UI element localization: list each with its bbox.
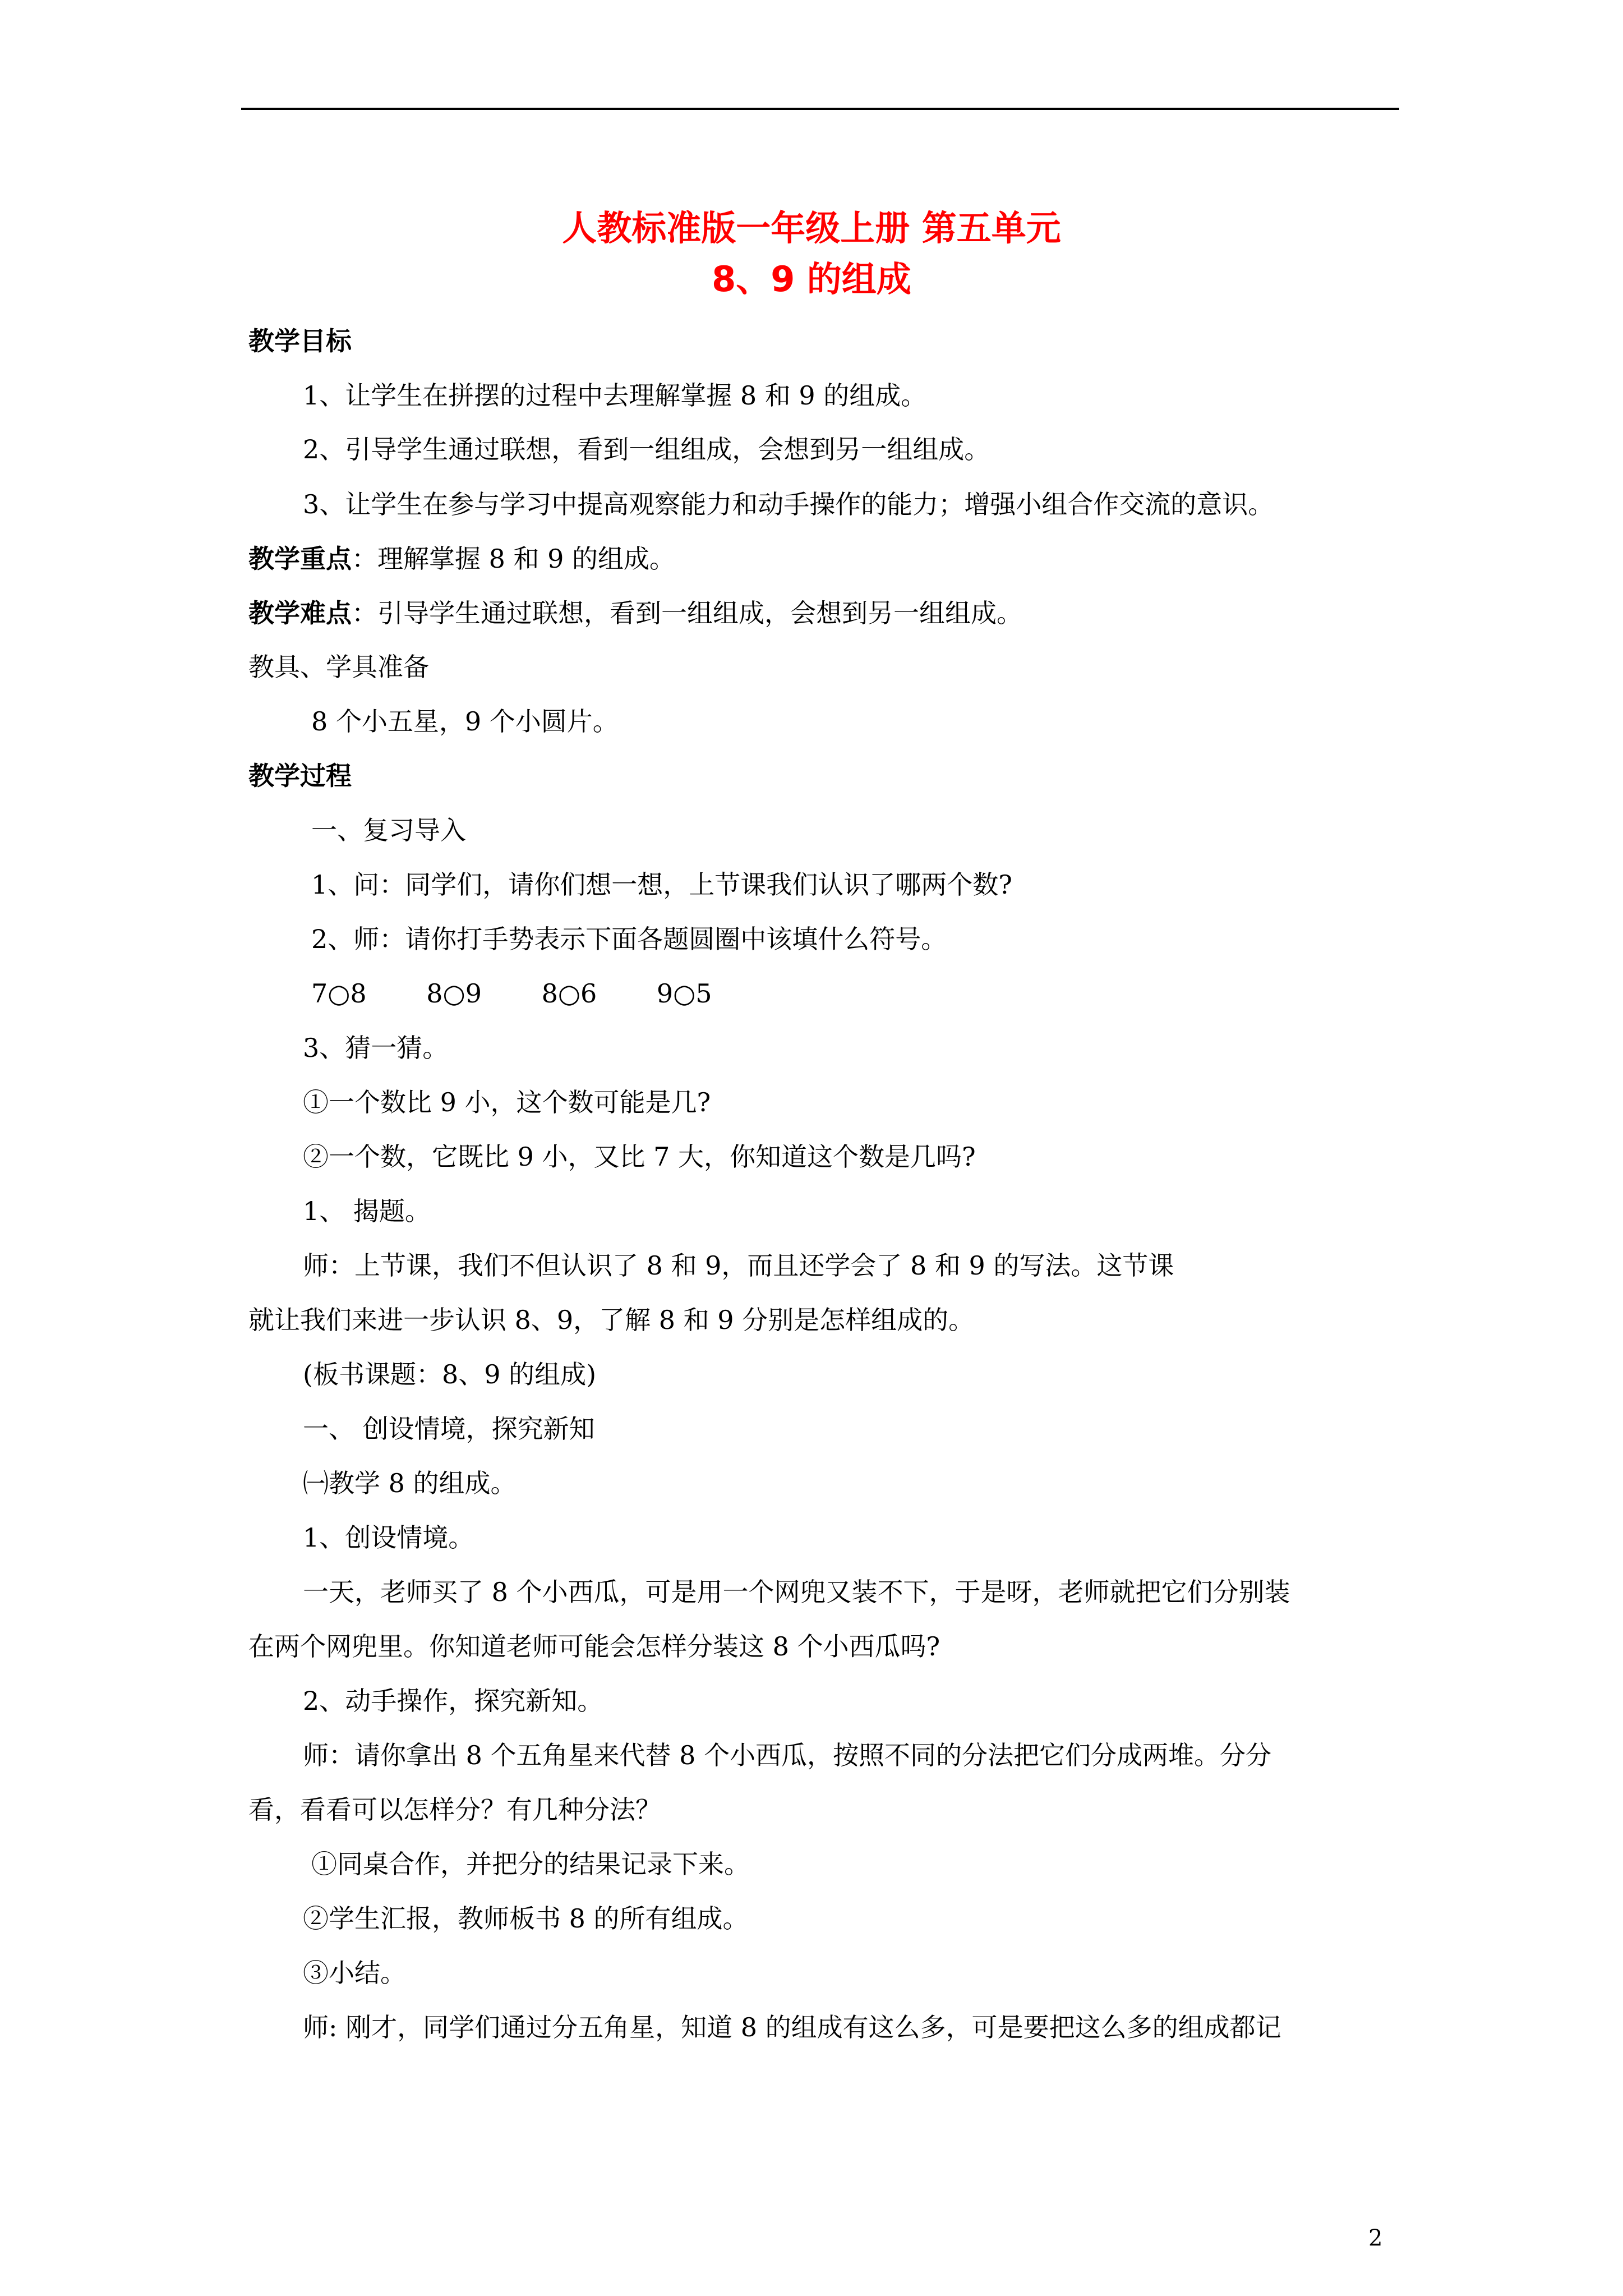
comparison-exercise: 7○8 8○9 8○6 9○5 [311,978,712,1009]
difficulty-text: ：引导学生通过联想，看到一组组成，会想到另一组组成。 [352,598,1022,628]
document-title: 人教标准版一年级上册 第五单元 [562,208,1061,249]
document-subtitle: 8、9 的组成 [712,259,911,300]
process-line: 一天，老师买了 8 个小西瓜，可是用一个网兜又装不下，于是呀，老师就把它们分别装 [303,1577,1290,1607]
process-line: ③小结。 [303,1958,406,1988]
process-line: 1、问：同学们，请你们想一想，上节课我们认识了哪两个数? [311,869,1012,900]
process-line: 1、 揭题。 [303,1196,431,1226]
process-heading: 教学过程 [248,761,352,791]
goal-item: 3、让学生在参与学习中提高观察能力和动手操作的能力；增强小组合作交流的意识。 [303,489,1274,519]
process-line: ②一个数，它既比 9 小，又比 7 大，你知道这个数是几吗? [303,1142,976,1172]
materials-text: 8 个小五星，9 个小圆片。 [311,706,619,737]
difficulty [248,596,1022,630]
page-number: 2 [1368,2225,1383,2251]
process-line: 师: 刚才，同学们通过分五角星，知道 8 的组成有这么多，可是要把这么多的组成都记 [303,2012,1281,2042]
process-line: ①同桌合作，并把分的结果记录下来。 [311,1849,750,1879]
process-line: ㈠教学 8 的组成。 [303,1468,517,1498]
process-line: 师：上节课，我们不但认识了 8 和 9，而且还学会了 8 和 9 的写法。这节课 [303,1250,1174,1281]
process-line: 看，看看可以怎样分？有几种分法？ [248,1795,661,1825]
process-line: ②学生汇报，教师板书 8 的所有组成。 [303,1903,749,1934]
key-point-text: ：理解掌握 8 和 9 的组成。 [352,544,676,574]
process-line: 一、复习导入 [311,815,466,845]
process-line: ①一个数比 9 小，这个数可能是几? [303,1087,711,1117]
process-line: 2、师：请你打手势表示下面各题圆圈中该填什么符号。 [311,924,947,954]
goal-item: 2、引导学生通过联想，看到一组组成，会想到另一组组成。 [303,434,990,464]
process-line: 3、猜一猜。 [303,1033,449,1063]
key-point [248,542,675,576]
goal-item: 1、让学生在拼摆的过程中去理解掌握 8 和 9 的组成。 [303,380,927,411]
process-line: 在两个网兜里。你知道老师可能会怎样分装这 8 个小西瓜吗? [248,1631,940,1662]
goals-heading: 教学目标 [248,326,352,356]
materials-heading: 教具、学具准备 [248,652,429,682]
process-line: 一、 创设情境，探究新知 [303,1414,595,1444]
header-rule [241,108,1399,110]
process-line: 1、创设情境。 [303,1522,474,1553]
process-line: 2、动手操作，探究新知。 [303,1686,603,1716]
difficulty-label: 教学难点 [248,598,352,628]
key-point-label: 教学重点 [248,544,352,574]
process-line: (板书课题：8、9 的组成) [303,1359,597,1389]
process-line: 就让我们来进一步认识 8、9，了解 8 和 9 分别是怎样组成的。 [248,1305,975,1335]
process-line: 师：请你拿出 8 个五角星来代替 8 个小西瓜，按照不同的分法把它们分成两堆。分分 [303,1740,1272,1770]
